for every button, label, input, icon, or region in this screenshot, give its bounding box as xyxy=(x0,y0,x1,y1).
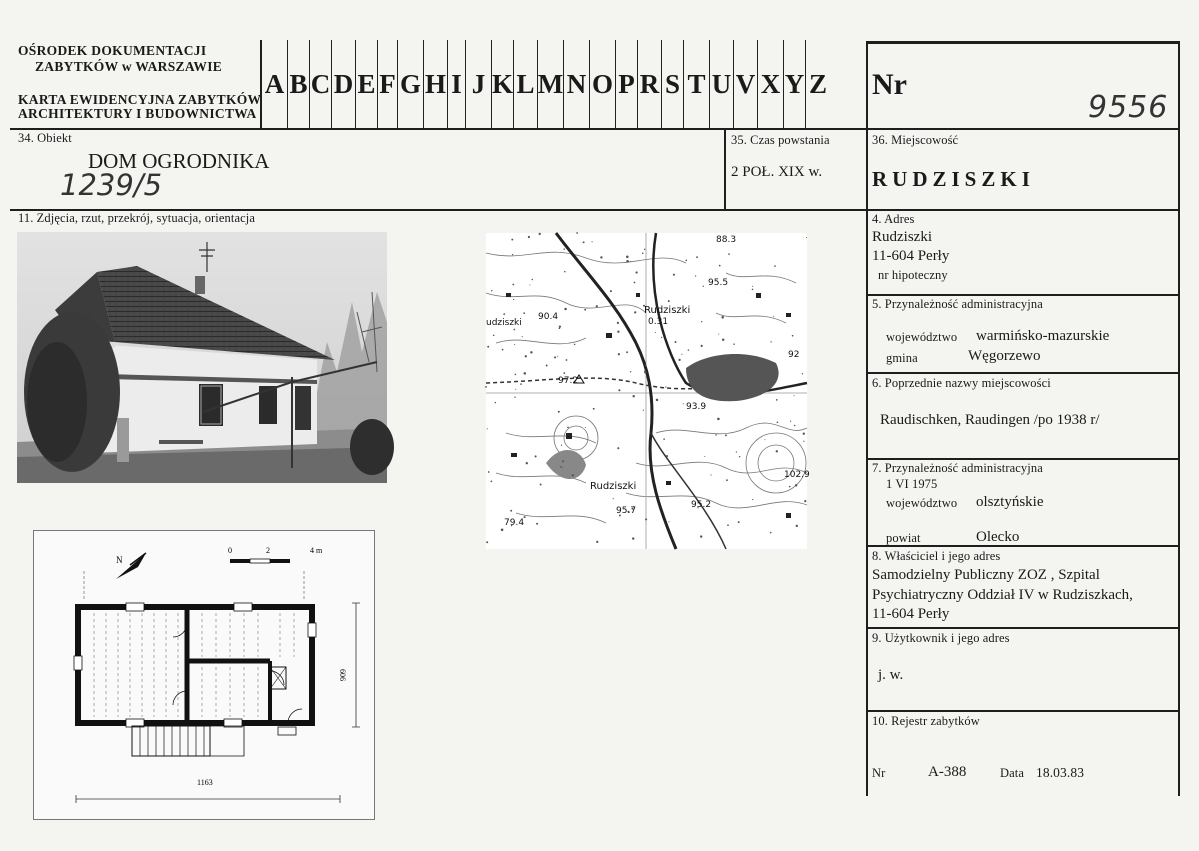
owner-line1: Samodzielny Publiczny ZOZ , Szpital xyxy=(872,567,1100,583)
object-code-handwritten: 1239/5 xyxy=(60,168,163,202)
map-dot xyxy=(486,541,488,543)
rule xyxy=(866,41,868,796)
map-dot xyxy=(793,395,794,396)
map-dot xyxy=(487,346,489,348)
map-dot xyxy=(626,260,629,263)
map-dot xyxy=(584,309,586,311)
location-map xyxy=(486,233,810,549)
owner-line2: Psychiatryczny Oddział IV w Rudziszkach, xyxy=(872,587,1133,603)
map-dot xyxy=(562,460,564,462)
map-dot xyxy=(688,349,689,350)
address-mortgage-label: nr hipoteczny xyxy=(878,268,948,282)
map-dot xyxy=(696,256,698,258)
scale-label: 2 xyxy=(266,546,270,555)
map-dot xyxy=(668,521,669,522)
map-dot xyxy=(503,313,505,315)
register-date-value: 18.03.83 xyxy=(1036,765,1085,780)
map-label: 92 xyxy=(788,350,800,360)
register-label: 10. Rejestr zabytków xyxy=(872,714,980,728)
map-dot xyxy=(512,254,513,255)
map-label: 95.5 xyxy=(708,278,729,288)
map-dot xyxy=(700,535,702,537)
map-dot xyxy=(644,249,645,250)
rule xyxy=(866,41,1180,44)
admin-voiv-label: województwo xyxy=(886,330,958,344)
org-name-line1: OŚRODEK DOKUMENTACJI xyxy=(18,43,207,58)
map-dot xyxy=(666,455,668,457)
admin1975-label: 7. Przynależność administracyjna xyxy=(872,461,1043,475)
map-dot xyxy=(739,456,740,457)
map-dot xyxy=(493,335,495,337)
map-dot xyxy=(789,486,791,488)
alphabet-letter-n: N xyxy=(564,40,590,128)
alphabet-letter-i: I xyxy=(448,40,466,128)
map-dot xyxy=(803,441,804,442)
map-dot xyxy=(511,239,513,241)
map-dot xyxy=(792,335,794,337)
map-dot xyxy=(630,261,631,262)
map-dot xyxy=(510,510,512,512)
map-dot xyxy=(529,285,530,286)
map-dot xyxy=(561,445,562,446)
alphabet-letter-d: D xyxy=(332,40,356,128)
rule xyxy=(866,458,1180,460)
rule xyxy=(866,372,1180,374)
map-dot xyxy=(802,373,803,374)
admin1975-powiat-value: Olecko xyxy=(976,529,1020,545)
map-dot xyxy=(770,532,772,534)
map-dot xyxy=(564,308,567,311)
map-dot xyxy=(539,233,541,235)
map-dot xyxy=(613,498,614,499)
alphabet-letter-o: O xyxy=(590,40,616,128)
map-dot xyxy=(488,471,490,473)
card-type-line2: ARCHITEKTURY I BUDOWNICTWA xyxy=(18,106,257,121)
user-value: j. w. xyxy=(878,667,904,683)
map-dot xyxy=(673,274,675,276)
map-dot xyxy=(495,402,496,403)
date-value: 2 POŁ. XIX w. xyxy=(731,164,823,180)
plan-depth-label: 606 xyxy=(338,669,347,681)
map-dot xyxy=(717,418,720,421)
map-label: udziszki xyxy=(486,318,522,328)
alphabet-letter-l: L xyxy=(514,40,538,128)
scale-label: 0 xyxy=(228,546,232,555)
map-dot xyxy=(530,351,532,353)
images-label: 11. Zdjęcia, rzut, przekrój, sytuacja, orientacja xyxy=(18,211,255,225)
map-dot xyxy=(514,344,515,345)
alphabet-letter-b: B xyxy=(288,40,310,128)
map-label: 93.9 xyxy=(686,402,707,412)
map-dot xyxy=(701,345,703,347)
org-name-line2: ZABYTKÓW w WARSZAWIE xyxy=(35,59,223,74)
admin-gmina-value: Węgorzewo xyxy=(968,348,1041,364)
alphabet-letter-j: J xyxy=(466,40,492,128)
rule xyxy=(866,294,1180,296)
map-label: 95.7 xyxy=(616,506,637,516)
card-type-line1: KARTA EWIDENCYJNA ZABYTKÓW xyxy=(18,92,262,107)
scale-bar xyxy=(228,546,323,563)
map-dot xyxy=(710,474,711,475)
map-dot xyxy=(618,353,620,355)
map-dot xyxy=(776,450,778,452)
rule xyxy=(1178,41,1180,796)
map-dot xyxy=(726,479,728,481)
map-dot xyxy=(770,341,771,342)
map-dot xyxy=(592,241,593,242)
map-dot xyxy=(634,311,636,313)
map-dot xyxy=(514,397,515,398)
map-dot xyxy=(560,466,561,467)
map-label: 79.4 xyxy=(504,518,525,528)
map-dot xyxy=(617,331,619,333)
map-dot xyxy=(513,299,514,300)
card-number-handwritten: 9556 xyxy=(1088,90,1169,125)
map-dot xyxy=(536,523,538,525)
alphabet-letter-k: K xyxy=(492,40,514,128)
locality-value: RUDZISZKI xyxy=(872,167,1035,191)
alphabet-letter-h: H xyxy=(424,40,448,128)
scale-label: 4 m xyxy=(310,546,323,555)
map-dot xyxy=(703,286,704,287)
map-dot xyxy=(531,279,533,281)
rule xyxy=(866,627,1180,629)
map-dot xyxy=(632,537,634,539)
map-dot xyxy=(574,344,576,346)
alphabet-letter-t: T xyxy=(684,40,710,128)
map-dot xyxy=(540,484,542,486)
map-dot xyxy=(698,388,699,389)
map-dot xyxy=(554,356,556,358)
map-dot xyxy=(752,499,753,500)
rule xyxy=(724,129,726,210)
map-dot xyxy=(635,271,637,273)
map-dot xyxy=(643,410,644,411)
address-line2: 11-604 Perły xyxy=(872,248,950,264)
address-line1: Rudziszki xyxy=(872,229,932,245)
admin-label: 5. Przynależność administracyjna xyxy=(872,297,1043,311)
map-dot xyxy=(752,286,753,287)
map-dot xyxy=(736,451,737,452)
admin1975-voiv-label: województwo xyxy=(886,496,958,510)
map-dot xyxy=(728,253,730,255)
map-dot xyxy=(528,236,530,238)
alphabet-letter-r: R xyxy=(638,40,662,128)
register-date-label: Data xyxy=(1000,766,1024,780)
map-dot xyxy=(557,356,558,357)
alphabet-letter-x: X xyxy=(758,40,784,128)
map-dot xyxy=(546,365,548,367)
map-dot xyxy=(563,372,565,374)
map-label: Rudziszki xyxy=(590,481,637,492)
map-dot xyxy=(695,275,696,276)
map-dot xyxy=(526,462,528,464)
north-label: N xyxy=(116,555,123,565)
map-dot xyxy=(520,383,522,385)
map-dot xyxy=(512,284,514,286)
map-dot xyxy=(738,521,740,523)
map-dot xyxy=(777,421,779,423)
map-dot xyxy=(559,325,561,327)
map-dot xyxy=(701,321,702,322)
map-dot xyxy=(774,265,776,267)
map-dot xyxy=(645,365,646,366)
map-dot xyxy=(661,337,662,338)
alphabet-index xyxy=(262,40,830,128)
map-dot xyxy=(487,428,488,429)
map-dot xyxy=(718,334,719,335)
alphabet-letter-p: P xyxy=(616,40,638,128)
north-arrow-icon xyxy=(116,553,146,579)
admin1975-powiat-label: powiat xyxy=(886,531,921,545)
map-dot xyxy=(618,389,620,391)
address-label: 4. Adres xyxy=(872,212,915,226)
register-nr-value: A-388 xyxy=(928,764,967,780)
map-dot xyxy=(564,271,566,273)
map-dot xyxy=(632,395,634,397)
plan-width-label: 1163 xyxy=(197,778,213,787)
map-dot xyxy=(634,282,636,284)
rule xyxy=(10,128,1180,130)
map-dot xyxy=(803,433,805,435)
register-nr-label: Nr xyxy=(872,766,886,780)
map-dot xyxy=(630,371,631,372)
owner-label: 8. Właściciel i jego adres xyxy=(872,549,1001,563)
alphabet-letter-u: U xyxy=(710,40,734,128)
map-label: 90.4 xyxy=(538,312,559,322)
map-dot xyxy=(685,259,687,261)
map-dot xyxy=(617,447,619,449)
map-dot xyxy=(794,425,796,427)
map-dot xyxy=(796,525,798,527)
map-label: Rudziszki xyxy=(644,305,691,316)
map-dot xyxy=(523,312,525,314)
map-dot xyxy=(626,256,629,259)
alphabet-letter-c: C xyxy=(310,40,332,128)
map-dot xyxy=(663,438,665,440)
map-dot xyxy=(485,386,487,388)
alphabet-letter-y: Y xyxy=(784,40,806,128)
map-dot xyxy=(501,529,504,532)
rule xyxy=(866,710,1180,712)
map-dot xyxy=(719,265,721,267)
nr-label: Nr xyxy=(872,68,907,101)
map-dot xyxy=(491,481,493,483)
map-label: 0.31 xyxy=(648,317,669,327)
map-dot xyxy=(795,484,797,486)
alphabet-letter-v: V xyxy=(734,40,758,128)
map-dot xyxy=(576,232,578,234)
map-dot xyxy=(583,241,585,243)
map-dot xyxy=(752,289,754,291)
map-dot xyxy=(776,399,778,401)
map-dot xyxy=(567,427,569,429)
map-dot xyxy=(763,372,764,373)
map-dot xyxy=(665,386,666,387)
map-dot xyxy=(524,372,527,375)
map-dot xyxy=(724,399,726,401)
object-name: DOM OGRODNIKA xyxy=(88,149,270,173)
map-dot xyxy=(721,316,724,319)
object-label: 34. Obiekt xyxy=(18,131,72,145)
map-dot xyxy=(600,256,602,258)
alphabet-letter-a: A xyxy=(262,40,288,128)
map-dot xyxy=(675,341,677,343)
map-dot xyxy=(559,327,561,329)
alphabet-letter-m: M xyxy=(538,40,564,128)
admin1975-voiv-value: olsztyńskie xyxy=(976,494,1044,510)
map-dot xyxy=(502,349,504,351)
map-dot xyxy=(513,329,515,331)
map-dot xyxy=(525,355,527,357)
admin-voiv-value: warmińsko-mazurskie xyxy=(976,328,1110,344)
date-label: 35. Czas powstania xyxy=(731,133,830,147)
map-dot xyxy=(764,439,765,440)
map-dot xyxy=(645,518,647,520)
map-dot xyxy=(681,354,682,355)
map-label: 88.3 xyxy=(716,235,737,245)
map-dot xyxy=(596,305,598,307)
map-dot xyxy=(566,359,568,361)
map-dot xyxy=(723,376,725,378)
map-label: 102.9 xyxy=(784,470,810,480)
locality-label: 36. Miejscowość xyxy=(872,133,959,147)
map-dot xyxy=(725,434,727,436)
map-dot xyxy=(617,322,619,324)
alphabet-letter-e: E xyxy=(356,40,378,128)
user-label: 9. Użytkownik i jego adres xyxy=(872,631,1010,645)
house-photo xyxy=(17,232,387,483)
map-dot xyxy=(572,474,574,476)
map-dot xyxy=(522,336,523,337)
map-dot xyxy=(722,338,724,340)
map-dot xyxy=(535,455,537,457)
prev-names-label: 6. Poprzednie nazwy miejscowości xyxy=(872,376,1051,390)
alphabet-letter-g: G xyxy=(398,40,424,128)
map-dot xyxy=(626,351,628,353)
admin1975-date: 1 VI 1975 xyxy=(886,477,938,491)
map-dot xyxy=(515,389,516,390)
map-dot xyxy=(704,456,705,457)
map-dot xyxy=(733,343,735,345)
map-dot xyxy=(642,253,644,255)
map-dot xyxy=(515,374,517,376)
map-dot xyxy=(656,399,659,402)
map-dot xyxy=(596,541,598,543)
owner-line3: 11-604 Perły xyxy=(872,606,950,622)
map-dot xyxy=(561,467,562,468)
prev-names-value: Raudischken, Raudingen /po 1938 r/ xyxy=(880,412,1100,428)
map-dot xyxy=(678,359,680,361)
map-dot xyxy=(610,290,612,292)
map-dot xyxy=(727,524,729,526)
map-dot xyxy=(655,332,656,333)
map-dot xyxy=(563,248,565,250)
floor-plan xyxy=(33,530,375,820)
map-dot xyxy=(593,408,595,410)
map-label: 95.2 xyxy=(691,500,712,510)
map-dot xyxy=(668,300,670,302)
map-dot xyxy=(715,434,716,435)
map-dot xyxy=(804,500,806,502)
alphabet-letter-z: Z xyxy=(808,68,827,99)
map-dot xyxy=(645,372,647,374)
map-dot xyxy=(806,237,807,238)
map-dot xyxy=(585,427,586,428)
map-dot xyxy=(491,290,492,291)
map-dot xyxy=(773,316,774,317)
map-label: 97.2 xyxy=(558,376,579,386)
alphabet-letter-f: F xyxy=(378,40,398,128)
map-dot xyxy=(558,411,560,413)
map-dot xyxy=(683,403,684,404)
map-dot xyxy=(790,421,791,422)
map-dot xyxy=(769,381,770,382)
admin-gmina-label: gmina xyxy=(886,351,918,365)
alphabet-letter-s: S xyxy=(662,40,684,128)
